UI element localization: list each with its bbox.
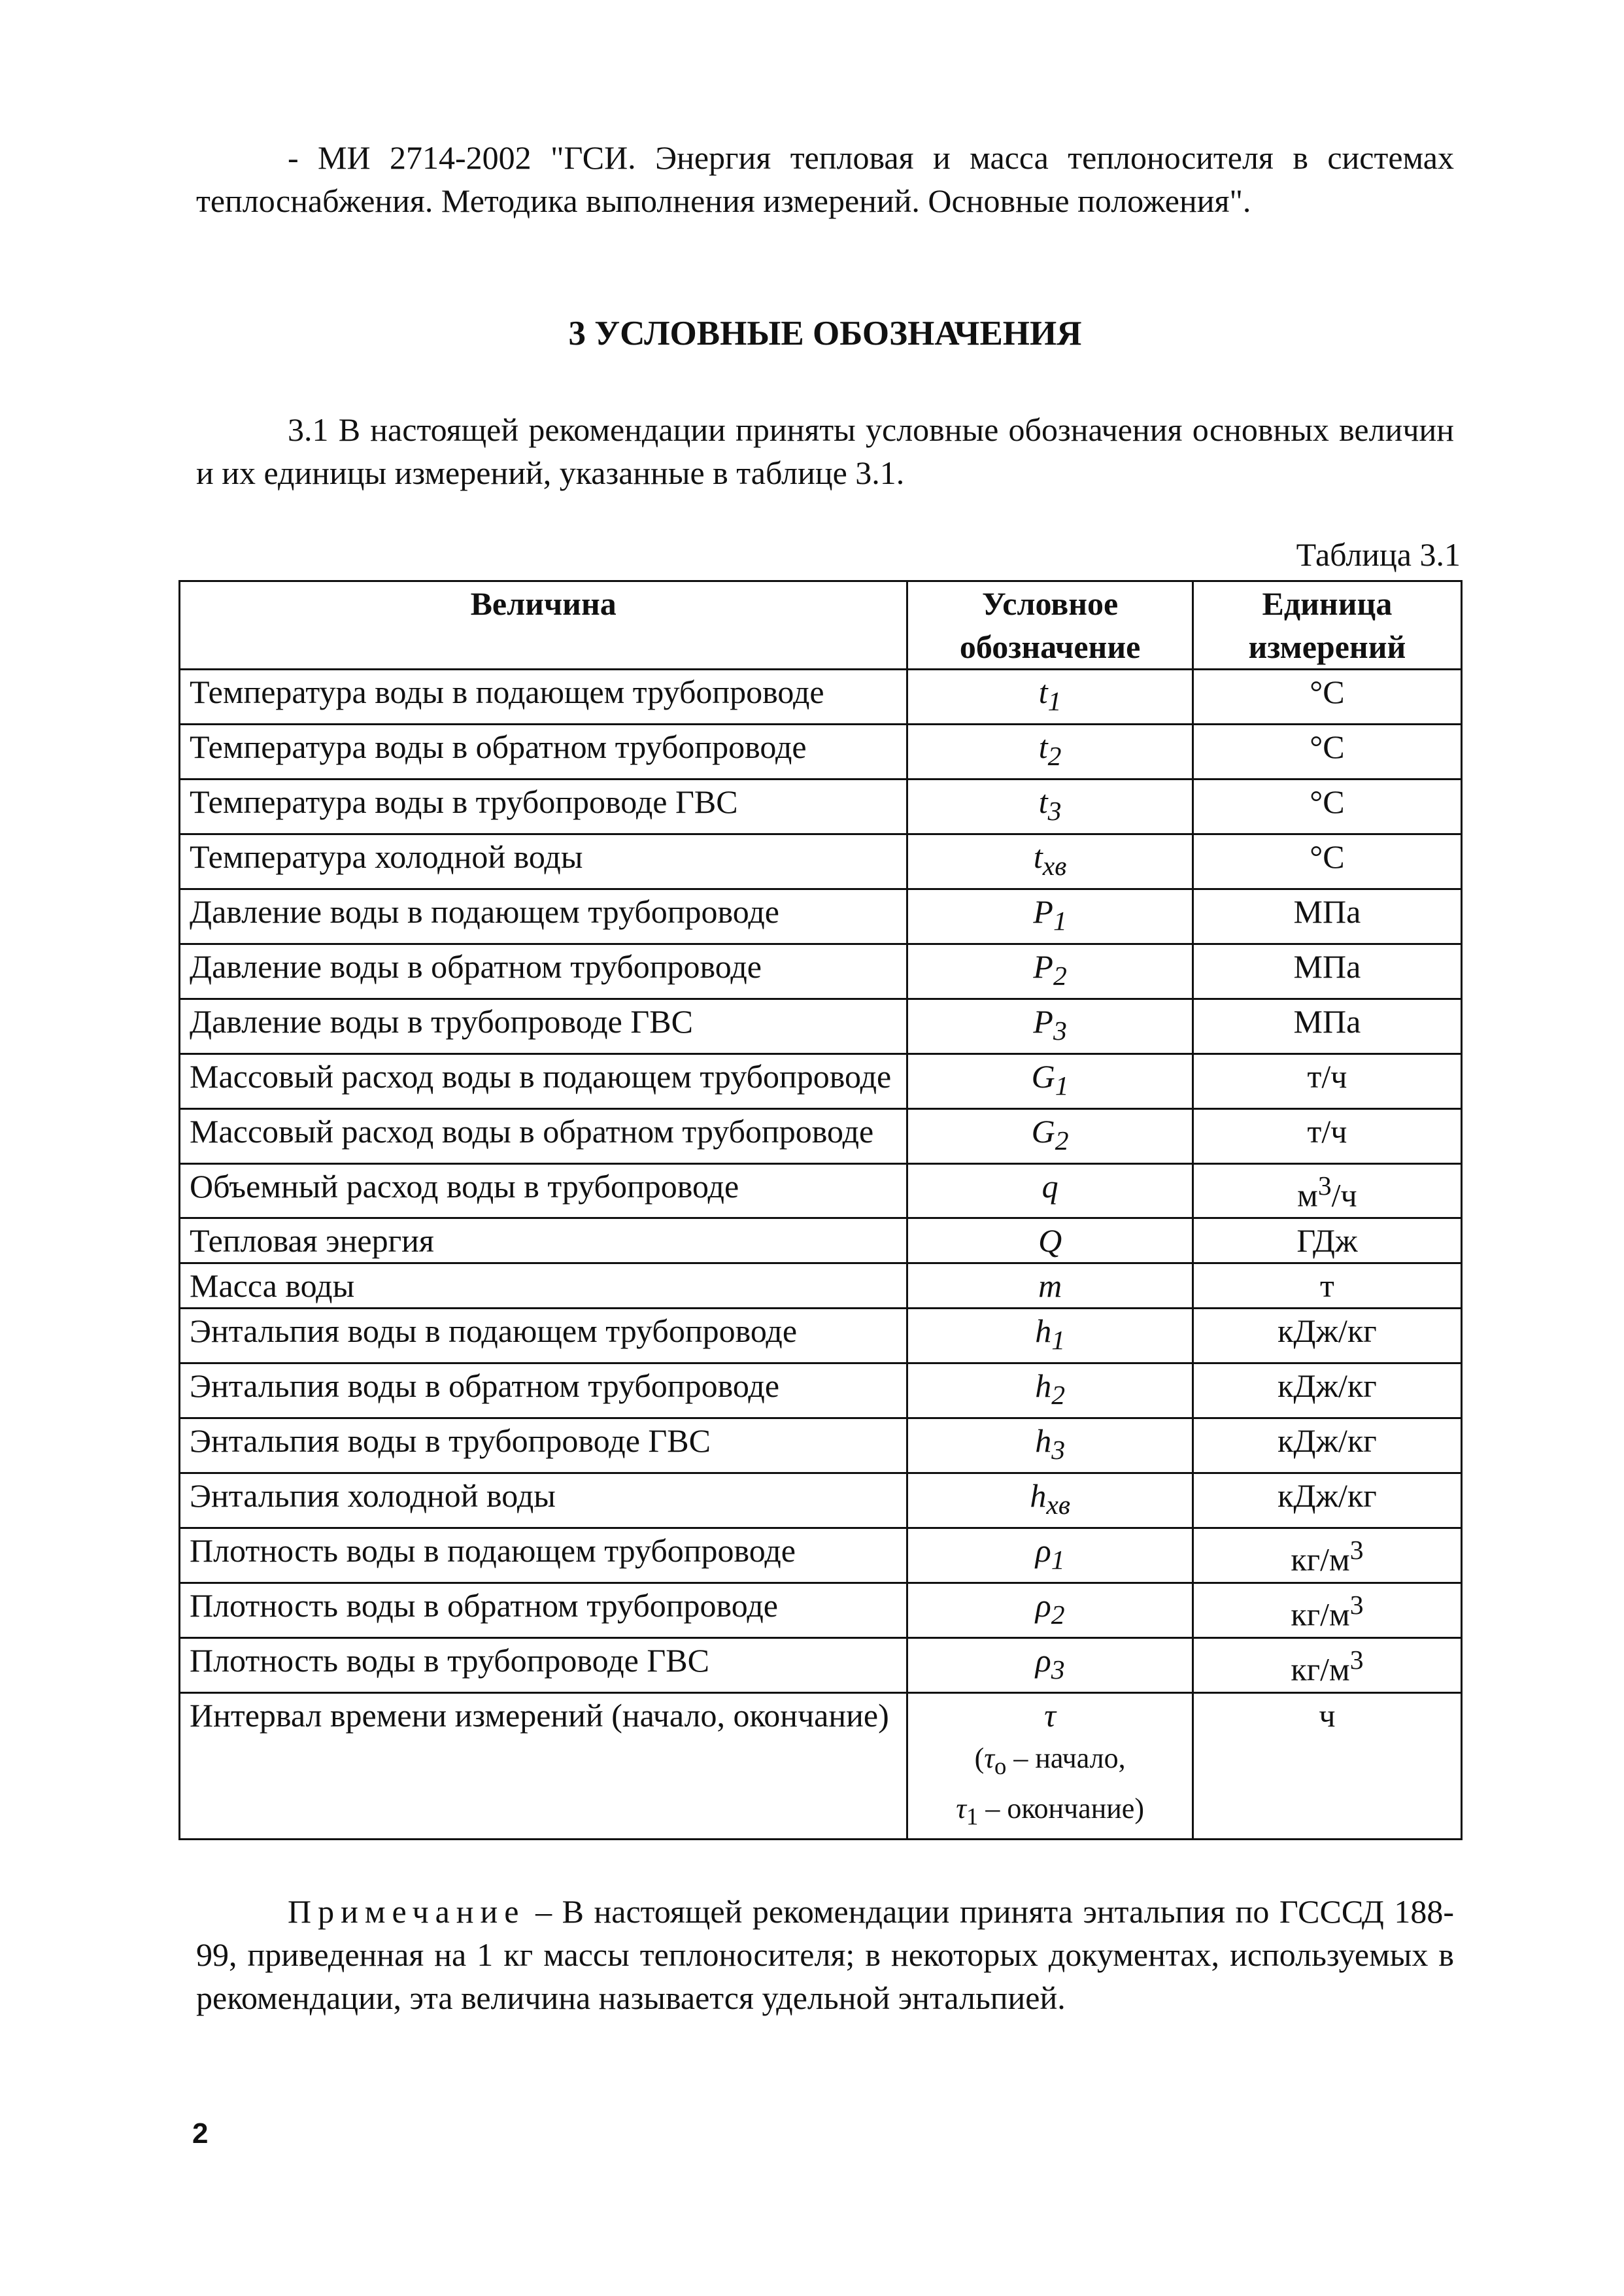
symbol-subscript: 3: [1047, 797, 1062, 827]
table-row: [180, 1692, 1462, 1840]
unit-cell: [1193, 670, 1461, 725]
symbol-cell: [907, 944, 1193, 999]
unit-cell: [1193, 1164, 1461, 1218]
quantity-cell: Температура воды в трубопроводе ГВС: [180, 780, 907, 834]
unit-cell: [1193, 1263, 1461, 1308]
table-row: [180, 1583, 1462, 1637]
quantity-cell: Температура воды в подающем трубопроводе: [180, 670, 907, 725]
symbol-cell: [907, 1637, 1193, 1692]
symbol-letter: t: [1038, 674, 1048, 710]
table-row: [180, 670, 1462, 725]
symbol-subscript: 2: [1047, 742, 1062, 772]
quantity-cell: Тепловая энергия: [180, 1218, 907, 1263]
section-heading: 3 УСЛОВНЫЕ ОБОЗНАЧЕНИЯ: [568, 315, 1082, 352]
quantity-cell: Плотность воды в обратном трубопроводе: [180, 1583, 907, 1637]
symbol-cell: [907, 1583, 1193, 1637]
unit-text: °C: [1310, 728, 1345, 765]
unit-cell: [1193, 1418, 1461, 1473]
table-row: [180, 780, 1462, 834]
symbol-subscript: 2: [1053, 961, 1067, 991]
unit-cell: [1193, 1583, 1461, 1637]
table-row: [180, 1218, 1462, 1263]
unit-cell: [1193, 944, 1461, 999]
tau-end-note: [917, 1787, 1182, 1838]
unit-superscript: 3: [1317, 1171, 1332, 1201]
symbol-subscript: 3: [1051, 1435, 1066, 1465]
unit-text: кг/м: [1291, 1596, 1350, 1633]
symbol-cell: [907, 725, 1193, 780]
page-number: 2: [192, 2117, 209, 2150]
symbol-cell: [907, 1692, 1193, 1840]
symbol-letter: t: [1033, 838, 1043, 875]
unit-text: °C: [1310, 838, 1345, 875]
tau-start-symbol: τ: [984, 1741, 994, 1774]
table-row: [180, 1054, 1462, 1109]
quantity-cell: Интервал времени измерений (начало, окончание): [180, 1692, 907, 1840]
table-body: [180, 670, 1462, 1840]
unit-cell: [1193, 1528, 1461, 1583]
table-row: [180, 999, 1462, 1054]
table-header-row: [180, 581, 1462, 670]
table-row: [180, 944, 1462, 999]
quantity-cell: Масса воды: [180, 1263, 907, 1308]
symbol-letter: t: [1038, 783, 1048, 820]
symbol-subscript: 1: [1055, 1071, 1069, 1101]
symbol-subscript: 2: [1055, 1126, 1069, 1156]
tau-start-text: – начало,: [1006, 1741, 1126, 1774]
table-row: [180, 1164, 1462, 1218]
table-row: [180, 1363, 1462, 1418]
table-row: [180, 1418, 1462, 1473]
symbol-cell: [907, 780, 1193, 834]
table-row: [180, 725, 1462, 780]
symbol-subscript: хв: [1046, 1490, 1070, 1520]
symbol-letter: ρ: [1035, 1641, 1051, 1679]
symbols-table: [178, 580, 1463, 1840]
symbol-letter: h: [1035, 1312, 1052, 1349]
unit-cell: [1193, 725, 1461, 780]
symbol-cell: [907, 999, 1193, 1054]
intro-paragraph: - МИ 2714-2002 "ГСИ. Энергия тепловая и масса теплоносителя в системах теплоснабжения. Методика выполнения измерений. Основные положения".: [196, 139, 1454, 219]
quantity-cell: Массовый расход воды в обратном трубопроводе: [180, 1109, 907, 1164]
quantity-cell: Давление воды в обратном трубопроводе: [180, 944, 907, 999]
unit-text: МПа: [1293, 1003, 1361, 1040]
symbol-letter: P: [1033, 893, 1053, 930]
symbol-subscript: 3: [1053, 1016, 1067, 1046]
note-text: – В настоящей рекомендации принята энтальпия по ГСССД 188-99, приведенная на 1 кг массы теплоносителя; в некоторых документах, используемых в рекомендации, эта величина называется удельной энтальпией.: [196, 1893, 1455, 2016]
unit-cell: [1193, 780, 1461, 834]
symbol-letter: q: [1041, 1168, 1058, 1205]
note-paragraph: [196, 1890, 1454, 2019]
table-row: [180, 1637, 1462, 1692]
tau-end-symbol: τ: [956, 1792, 967, 1825]
unit-text: кДж/кг: [1277, 1367, 1377, 1404]
table-row: [180, 1263, 1462, 1308]
symbol-subscript: 1: [1047, 687, 1062, 717]
symbol-cell: [907, 889, 1193, 944]
quantity-cell: Энтальпия воды в подающем трубопроводе: [180, 1308, 907, 1363]
symbol-letter: Q: [1038, 1222, 1062, 1259]
table-row: [180, 1109, 1462, 1164]
symbol-letter: h: [1035, 1422, 1052, 1459]
unit-text: т: [1320, 1267, 1334, 1304]
symbol-letter: P: [1033, 1003, 1053, 1040]
table-row: [180, 834, 1462, 889]
unit-text: МПа: [1293, 893, 1361, 930]
symbol-letter: G: [1031, 1058, 1055, 1095]
symbol-cell: [907, 1164, 1193, 1218]
symbol-letter: ρ: [1035, 1532, 1051, 1569]
symbol-cell: [907, 834, 1193, 889]
unit-cell: [1193, 1637, 1461, 1692]
symbol-letter: P: [1033, 948, 1053, 985]
unit-cell: [1193, 1363, 1461, 1418]
unit-text: кДж/кг: [1277, 1312, 1377, 1349]
quantity-cell: Энтальпия воды в обратном трубопроводе: [180, 1363, 907, 1418]
unit-text: т/ч: [1307, 1113, 1347, 1150]
table-caption: Таблица 3.1: [1296, 536, 1461, 573]
header-unit: Единица измерений: [1193, 581, 1461, 670]
symbol-cell: [907, 1263, 1193, 1308]
symbol-letter: h: [1035, 1367, 1052, 1404]
symbol-cell: [907, 1418, 1193, 1473]
symbol-cell: [907, 1363, 1193, 1418]
tau-end-text: – окончание): [978, 1792, 1144, 1825]
table-row: [180, 1473, 1462, 1528]
quantity-cell: Температура холодной воды: [180, 834, 907, 889]
unit-cell: [1193, 1473, 1461, 1528]
symbol-cell: [907, 1528, 1193, 1583]
symbol-subscript: 3: [1051, 1654, 1065, 1685]
tau-end-sub: 1: [966, 1803, 979, 1830]
unit-superscript: 3: [1349, 1645, 1364, 1675]
symbol-letter: ρ: [1035, 1586, 1051, 1624]
symbol-subscript: 2: [1051, 1380, 1066, 1411]
clause-paragraph: 3.1 В настоящей рекомендации приняты условные обозначения основных величин и их единицы измерений, указанные в таблице 3.1.: [196, 411, 1454, 491]
unit-cell: [1193, 834, 1461, 889]
unit-text: МПа: [1293, 948, 1361, 985]
unit-text: т/ч: [1307, 1058, 1347, 1095]
symbol-subscript: 1: [1051, 1325, 1066, 1356]
unit-text: кг/м: [1291, 1541, 1350, 1578]
unit-superscript: 3: [1349, 1590, 1364, 1620]
note-label: Примечание: [288, 1893, 526, 1930]
quantity-cell: Энтальпия воды в трубопроводе ГВС: [180, 1418, 907, 1473]
header-quantity: Величина: [180, 581, 907, 670]
symbol-cell: [907, 670, 1193, 725]
symbol-letter: t: [1038, 728, 1048, 765]
symbol-letter: τ: [1044, 1696, 1057, 1734]
symbol-cell: [907, 1109, 1193, 1164]
table-row: [180, 1528, 1462, 1583]
unit-cell: [1193, 1109, 1461, 1164]
tau-start-sub: o: [994, 1752, 1007, 1779]
symbol-letter: m: [1038, 1267, 1062, 1304]
unit-text: ГДж: [1296, 1222, 1358, 1259]
quantity-cell: Плотность воды в трубопроводе ГВС: [180, 1637, 907, 1692]
header-symbol: Условное обозначение: [907, 581, 1193, 670]
unit-text: кг/м: [1291, 1651, 1350, 1688]
quantity-cell: Энтальпия холодной воды: [180, 1473, 907, 1528]
unit-text: °C: [1310, 674, 1345, 710]
symbol-subscript: 1: [1053, 906, 1067, 936]
unit-cell: [1193, 999, 1461, 1054]
unit-cell: [1193, 1054, 1461, 1109]
symbol-subscript: 1: [1051, 1545, 1065, 1575]
quantity-cell: Объемный расход воды в трубопроводе: [180, 1164, 907, 1218]
symbol-subscript: хв: [1042, 851, 1067, 882]
unit-cell: [1193, 889, 1461, 944]
quantity-cell: Давление воды в подающем трубопроводе: [180, 889, 907, 944]
symbol-letter: G: [1031, 1113, 1055, 1150]
quantity-cell: Температура воды в обратном трубопроводе: [180, 725, 907, 780]
unit-cell: [1193, 1308, 1461, 1363]
unit-cell: [1193, 1218, 1461, 1263]
quantity-cell: Плотность воды в подающем трубопроводе: [180, 1528, 907, 1583]
unit-text: °C: [1310, 783, 1345, 820]
symbol-letter: h: [1030, 1477, 1047, 1514]
tau-start-prefix: (: [974, 1741, 985, 1774]
unit-cell: ч: [1193, 1692, 1461, 1840]
unit-text: кДж/кг: [1277, 1422, 1377, 1459]
symbol-cell: [907, 1218, 1193, 1263]
unit-tail: /ч: [1331, 1176, 1357, 1214]
table-row: [180, 1308, 1462, 1363]
symbol-subscript: 2: [1051, 1600, 1065, 1630]
symbol-cell: [907, 1054, 1193, 1109]
unit-superscript: 3: [1349, 1535, 1364, 1566]
symbol-cell: [907, 1308, 1193, 1363]
quantity-cell: Массовый расход воды в подающем трубопроводе: [180, 1054, 907, 1109]
symbol-cell: [907, 1473, 1193, 1528]
quantity-cell: Давление воды в трубопроводе ГВС: [180, 999, 907, 1054]
tau-start-note: [917, 1737, 1182, 1788]
table-row: [180, 889, 1462, 944]
unit-text: кДж/кг: [1277, 1477, 1377, 1514]
unit-text: м: [1297, 1176, 1318, 1214]
